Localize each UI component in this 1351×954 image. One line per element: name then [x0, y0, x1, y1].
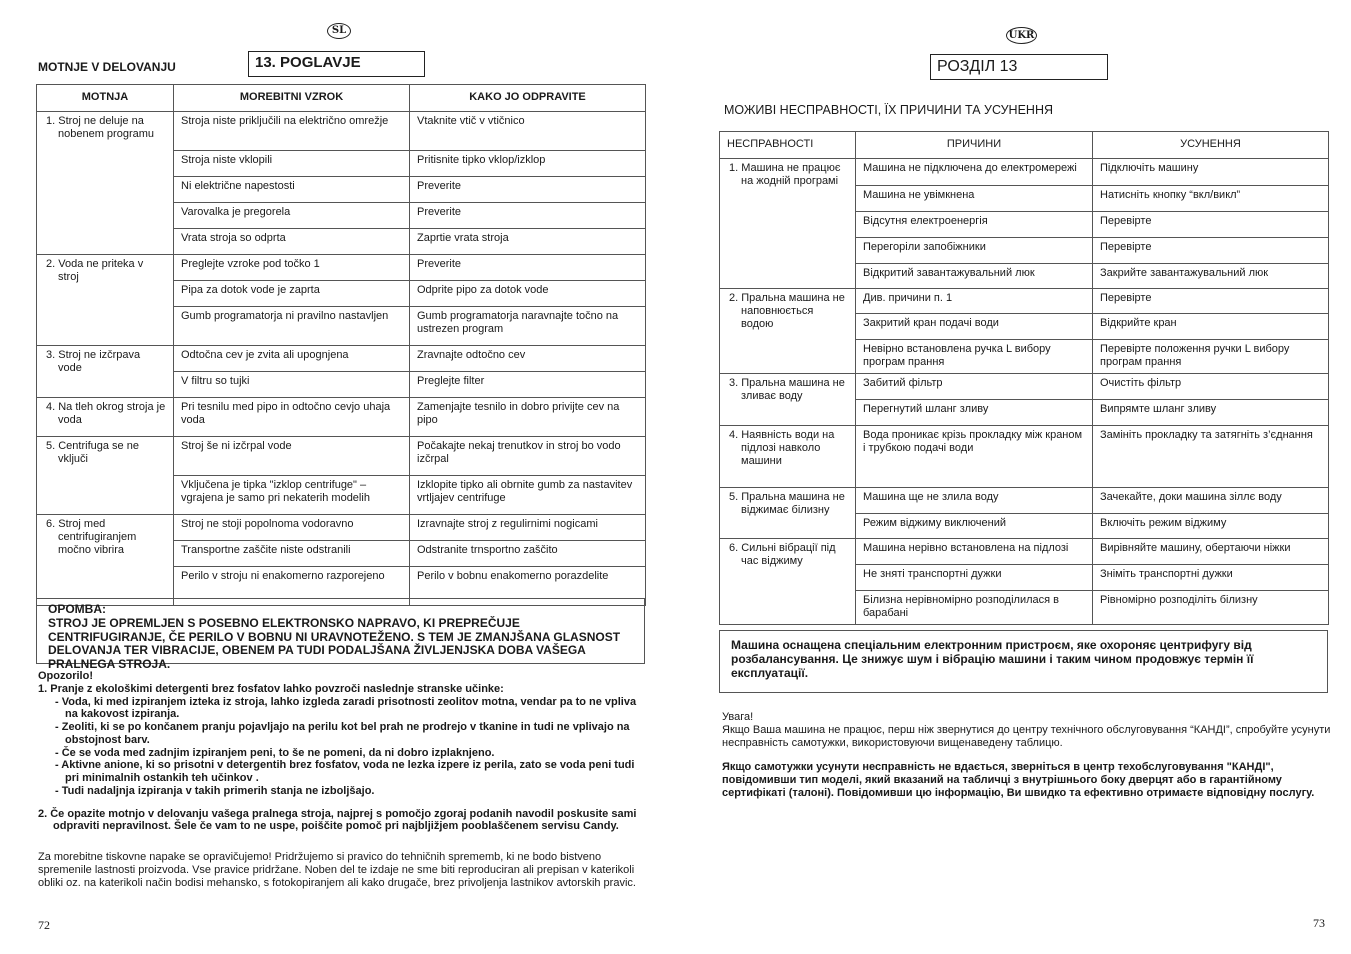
remedy-cell: Перевірте положення ручки L вибору програм прання — [1093, 340, 1329, 374]
warning-section — [38, 670, 648, 833]
remedy-cell: Вирівняйте машину, обертаючи ніжки — [1093, 539, 1329, 565]
cause-cell: V filtru so tujki — [174, 372, 410, 398]
symptom-text: 4. Наявність води на підлозі навколо машини — [729, 429, 835, 468]
chapter-title: РОЗДІЛ 13 — [930, 54, 1108, 80]
remedy-cell: Зніміть транспортні дужки — [1093, 565, 1329, 591]
remedy-cell: Pritisnite tipko vklop/izklop — [410, 151, 646, 177]
cause-cell: Pri tesnilu med pipo in odtočno cevjo uhaja voda — [174, 398, 410, 437]
warning-bullets — [52, 696, 648, 798]
warning-bullet: - Če se voda med zadnjim izpiranjem peni, to še ne pomeni, da ni dobro izplaknjeno. — [55, 746, 495, 759]
remedy-cell: Preglejte filter — [410, 372, 646, 398]
remedy-cell: Preverite — [410, 203, 646, 229]
remedy-cell: Zravnajte odtočno cev — [410, 346, 646, 372]
column-header: УСУНЕННЯ — [1093, 132, 1329, 159]
cause-cell: Pipa za dotok vode je zaprta — [174, 281, 410, 307]
note-text: STROJ JE OPREMLJEN S POSEBNO ELEKTRONSKO NAPRAVO, KI PREPREČUJE CENTRIFUGIRANJE, ČE PERILO V BOBNU NI URAVNOTEŽENO. S TEM JE ZMANJŠANA GLASNOST DELOVANJA TER VIBRACIJE, OBENEM PA TUDI PODALJŠANA ŽIVLJENJSKA DOBA VAŠEGA PRALNEGA STROJA. — [48, 615, 621, 672]
symptom-text: 4. Na tleh okrog stroja je voda — [46, 401, 166, 427]
symptom-cell — [37, 255, 174, 346]
note-title: OPOMBA: — [48, 602, 106, 616]
page-number: 73 — [1313, 916, 1325, 930]
page-number: 72 — [38, 918, 50, 932]
cause-cell: Машина не увімкнена — [856, 186, 1093, 212]
language-badge-sl: SL — [327, 23, 351, 39]
table-header-row — [37, 85, 646, 112]
remedy-cell: Gumb programatorja naravnajte točno na ustrezen program — [410, 307, 646, 346]
cause-cell: Перегнутий шланг зливу — [856, 400, 1093, 426]
remedy-cell: Очистіть фільтр — [1093, 374, 1329, 400]
cause-cell: Gumb programatorja ni pravilno nastavljen — [174, 307, 410, 346]
table-row — [37, 112, 646, 151]
cause-cell: Varovalka je pregorela — [174, 203, 410, 229]
cause-cell: Режим віджиму виключений — [856, 514, 1093, 539]
cause-cell: Відсутня електроенергія — [856, 212, 1093, 238]
cause-cell: Невірно встановлена ручка L вибору програм прання — [856, 340, 1093, 374]
symptom-cell — [37, 515, 174, 606]
remedy-cell: Vtaknite vtič v vtičnico — [410, 112, 646, 151]
cause-cell: Не зняті транспортні дужки — [856, 565, 1093, 591]
remedy-cell: Замініть прокладку та затягніть з’єднання — [1093, 426, 1329, 488]
remedy-cell: Перевірте — [1093, 289, 1329, 314]
warning-item-2: 2. Če opazite motnjo v delovanju vašega pralnega stroja, najprej s pomočjo zgoraj podanih navodil poskusite sami odpraviti nepravilnost. Šele če vam to ne uspe, poiščite pomoč pri najbljižjem pooblaščenem servisu Candy. — [38, 807, 637, 833]
table-row — [37, 255, 646, 281]
table-row — [37, 346, 646, 372]
language-badge-ukr: UKR — [1006, 27, 1037, 44]
symptom-text: 3. Stroj ne izčrpava vode — [46, 349, 141, 375]
symptom-text: 2. Пральна машина не наповнюється водою — [729, 292, 845, 331]
table-row — [720, 289, 1329, 314]
table-row — [37, 515, 646, 541]
cause-cell: Stroj še ni izčrpal vode — [174, 437, 410, 476]
cause-cell: Машина нерівно встановлена на підлозі — [856, 539, 1093, 565]
note-box: Машина оснащена спеціальним електронним пристроєм, яке охороняє центрифугу від розбалансування. Це знижує шум і вібрацію машини і таким чином продовжує термін її експлуатації. — [719, 630, 1328, 693]
symptom-text: 1. Машина не працює на жодній програмі — [729, 162, 841, 188]
symptom-cell — [37, 398, 174, 437]
remedy-cell: Випрямте шланг зливу — [1093, 400, 1329, 426]
disclaimer: Za morebitne tiskovne napake se opravičujemo! Pridržujemo si pravico do tehničnih sprememb, ki ne bodo bistveno spremenile lastnosti proizvoda. Vse pravice pridržane. Noben del te izdaje ne sme biti reproduciran ali prepisan v katerikoli obliki oz. na katerikoli način bodisi mehansko, s fotokopiranjem ali kako drugače, brez privoljenja lastnikov avtorskih pravic. — [38, 851, 636, 889]
remedy-cell: Перевірте — [1093, 212, 1329, 238]
symptom-cell — [720, 426, 856, 488]
troubleshooting-table — [719, 131, 1329, 625]
symptom-text: 6. Stroj med centrifugiranjem močno vibrira — [46, 518, 137, 557]
table-row — [720, 374, 1329, 400]
table-row — [720, 159, 1329, 186]
warning-bullet: - Zeoliti, ki se po končanem pranju pojavljajo na perilu kot bel prah ne prodrejo v tkanine in tudi ne vplivajo na obstojnost barv. — [55, 721, 630, 746]
warning-section — [722, 711, 1332, 800]
section-heading: МОЖИВІ НЕСПРАВНОСТІ, ЇХ ПРИЧИНИ ТА УСУНЕННЯ — [724, 103, 1053, 117]
troubleshooting-table — [36, 84, 646, 606]
symptom-cell — [720, 289, 856, 374]
remedy-cell: Perilo v bobnu enakomerno porazdelite — [410, 567, 646, 606]
warning-item-1: 1. Pranje z ekološkimi detergenti brez fosfatov lahko povzroči naslednje stranske učinke: — [38, 682, 504, 695]
column-header: KAKO JO ODPRAVITE — [410, 85, 646, 112]
cause-cell: Машина не підключена до електромережі — [856, 159, 1093, 186]
remedy-cell: Odstranite trnsportno zaščito — [410, 541, 646, 567]
cause-cell: Машина ще не злила воду — [856, 488, 1093, 514]
cause-cell: Вода проникає крізь прокладку між краном і трубкою подачі води — [856, 426, 1093, 488]
remedy-cell: Preverite — [410, 177, 646, 203]
warning-title: Opozorilo! — [38, 670, 93, 682]
chapter-title: 13. POGLAVJE — [248, 51, 425, 77]
symptom-cell — [720, 488, 856, 539]
remedy-cell: Zamenjajte tesnilo in dobro privijte cev na pipo — [410, 398, 646, 437]
symptom-text: 5. Centrifuga se ne vključi — [46, 440, 139, 466]
cause-cell: Stroja niste priključili na električno omrežje — [174, 112, 410, 151]
remedy-cell: Відкрийте кран — [1093, 314, 1329, 340]
symptom-text: 2. Voda ne priteka v stroj — [46, 258, 144, 284]
table-row — [720, 488, 1329, 514]
symptom-cell — [720, 539, 856, 625]
remedy-cell: Рівномірно розподіліть білизну — [1093, 591, 1329, 625]
service-text: Якщо самотужки усунути несправність не вдається, зверніться в центр техобслуговування "КАНДІ", повідомивши тип моделі, який вказаний на табличці з внутрішнього боку дверцят або в гарантійному сертифікаті (талоні). Повідомивши цю інформацію, Ви швидко та ефективно отримаєте відповідну послугу. — [722, 761, 1315, 799]
cause-cell: Stroja niste vklopili — [174, 151, 410, 177]
column-header: НЕСПРАВНОСТІ — [720, 132, 856, 159]
remedy-cell: Включіть режим віджиму — [1093, 514, 1329, 539]
warning-text: Якщо Ваша машина не працює, перш ніж звернутися до центру технічного обслуговування “КАНДІ”, спробуйте усунути несправність самотужки, використовуючи вищенаведену таблицю. — [722, 723, 1331, 749]
symptom-text: 3. Пральна машина не зливає воду — [729, 377, 845, 403]
cause-cell: Stroj ne stoji popolnoma vodoravno — [174, 515, 410, 541]
cause-cell: Odtočna cev je zvita ali upognjena — [174, 346, 410, 372]
cause-cell: Vrata stroja so odprta — [174, 229, 410, 255]
column-header: ПРИЧИНИ — [856, 132, 1093, 159]
column-header: MOTNJA — [37, 85, 174, 112]
symptom-cell — [720, 159, 856, 289]
warning-bullet: - Tudi nadaljnja izpiranja v takih primerih stanja ne izboljšajo. — [55, 784, 375, 797]
cause-cell: Перегоріли запобіжники — [856, 238, 1093, 264]
symptom-cell — [37, 346, 174, 398]
column-header: MOREBITNI VZROK — [174, 85, 410, 112]
cause-cell: Забитий фільтр — [856, 374, 1093, 400]
warning-bullet: - Aktivne anione, ki so prisotni v detergentih brez fosfatov, voda ne lezka izpere iz perila, zato se voda peni tudi pri minimalnih ostankih teh učinkov . — [55, 759, 635, 784]
note-box — [36, 598, 645, 672]
section-heading: MOTNJE V DELOVANJU — [38, 60, 176, 74]
remedy-cell: Підключіть машину — [1093, 159, 1329, 186]
cause-cell: Perilo v stroju ni enakomerno razporejeno — [174, 567, 410, 606]
warning-title: Увага! — [722, 711, 754, 723]
remedy-cell: Počakajte nekaj trenutkov in stroj bo vodo izčrpal — [410, 437, 646, 476]
cause-cell: Див. причини п. 1 — [856, 289, 1093, 314]
remedy-cell: Натисніть кнопку “вкл/викл” — [1093, 186, 1329, 212]
remedy-cell: Закрийте завантажувальний люк — [1093, 264, 1329, 289]
cause-cell: Відкритий завантажувальний люк — [856, 264, 1093, 289]
symptom-cell — [37, 112, 174, 255]
remedy-cell: Zaprtie vrata stroja — [410, 229, 646, 255]
remedy-cell: Зачекайте, доки машина зіллє воду — [1093, 488, 1329, 514]
table-row — [37, 398, 646, 437]
warning-bullet: - Voda, ki med izpiranjem izteka iz stroja, lahko izgleda zaradi prisotnosti zeolitov motna, vendar pa to ne vpliva na kakovost izpiranja. — [55, 695, 637, 721]
symptom-text: 6. Сильні вібрації під час віджиму — [729, 542, 836, 568]
cause-cell: Transportne zaščite niste odstranili — [174, 541, 410, 567]
symptom-cell — [37, 437, 174, 515]
cause-cell: Preglejte vzroke pod točko 1 — [174, 255, 410, 281]
remedy-cell: Izravnajte stroj z regulirnimi nogicami — [410, 515, 646, 541]
cause-cell: Закритий кран подачі води — [856, 314, 1093, 340]
table-header-row — [720, 132, 1329, 159]
symptom-text: 5. Пральна машина не віджимає білизну — [729, 491, 845, 517]
cause-cell: Ni električne napestosti — [174, 177, 410, 203]
remedy-cell: Odprite pipo za dotok vode — [410, 281, 646, 307]
remedy-cell: Izklopite tipko ali obrnite gumb za nastavitev vrtljajev centrifuge — [410, 476, 646, 515]
table-row — [720, 426, 1329, 488]
remedy-cell: Preverite — [410, 255, 646, 281]
cause-cell: Білизна нерівномірно розподілилася в барабані — [856, 591, 1093, 625]
symptom-text: 1. Stroj ne deluje na nobenem programu — [46, 115, 155, 141]
table-row — [37, 437, 646, 476]
cause-cell: Vključena je tipka "izklop centrifuge" – vgrajena je samo pri nekaterih modelih — [174, 476, 410, 515]
table-row — [720, 539, 1329, 565]
remedy-cell: Перевірте — [1093, 238, 1329, 264]
symptom-cell — [720, 374, 856, 426]
